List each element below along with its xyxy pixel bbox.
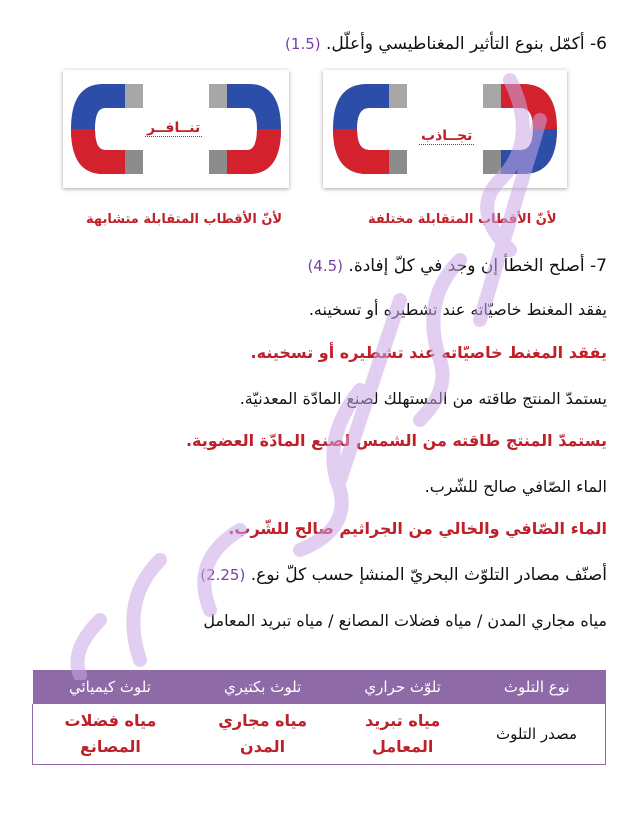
table-cell-line: المصانع (79, 737, 141, 756)
table-row (33, 704, 606, 765)
question-8 (24, 565, 607, 585)
table-row-label: مصدر التلوث (468, 704, 605, 765)
statement-1: يفقد المغنط خاصيّاته عند تشطيره أو تسخينه. (308, 300, 607, 319)
table-cell (337, 704, 468, 765)
statement-2: يستمدّ المنتج طاقته من المستهلك لصنع المادّة المعدنيّة. (239, 389, 607, 408)
repulsion-reason: لأنّ الأقطاب المتقابلة متشابهة (86, 212, 283, 227)
table-cell-line: مياه مجاري (218, 711, 307, 730)
table-cell-line: مياه فضلات (64, 711, 157, 730)
statement-3: الماء الصّافي صالح للشّرب. (424, 477, 607, 496)
table-header: تلوث كيميائي (33, 670, 188, 704)
repulsion-label: تنــافــر (147, 120, 201, 136)
pollution-table (32, 670, 606, 765)
question-7-title: 7- أصلح الخطأ إن وجد في كلّ إفادة. (348, 256, 607, 276)
table-cell (188, 704, 337, 765)
question-6-points: (1.5) (285, 35, 321, 53)
table-header: تلوّث حراري (337, 670, 468, 704)
table-header-row (33, 670, 606, 704)
answer-1: يفقد المغنط خاصيّاته عند تشطيره أو تسخينه. (250, 343, 607, 362)
attraction-label: تجــاذب (421, 128, 473, 144)
table-cell-line: مياه تبريد (365, 711, 441, 730)
magnet-card-attraction (323, 70, 567, 188)
magnet-card-repulsion (63, 70, 289, 188)
table-header: تلوث بكتيري (188, 670, 337, 704)
table-cell-line: المدن (240, 737, 286, 756)
table-cell (33, 704, 188, 765)
question-6 (24, 34, 607, 54)
table-cell-line: المعامل (371, 737, 434, 756)
attraction-reason: لأنّ الأقطاب المتقابلة مختلفة (368, 212, 557, 227)
answer-2: يستمدّ المنتج طاقته من الشمس لصنع المادّة العضوية. (185, 431, 607, 450)
table-header: نوع التلوث (468, 670, 605, 704)
pollution-sources: مياه مجاري المدن / مياه فضلات المصانع / مياه تبريد المعامل (203, 611, 607, 630)
question-8-points: (2.25) (200, 566, 246, 584)
question-7 (24, 256, 607, 276)
question-6-title: 6- أكمّل بنوع التأثير المغناطيسي وأعلّل. (326, 34, 607, 54)
answer-3: الماء الصّافي والخالي من الجراثيم صالح للشّرب. (228, 519, 607, 538)
question-7-points: (4.5) (307, 257, 344, 275)
question-8-title: أصنّف مصادر التلوّث البحريّ المنشإ حسب كلّ نوع. (250, 565, 607, 585)
